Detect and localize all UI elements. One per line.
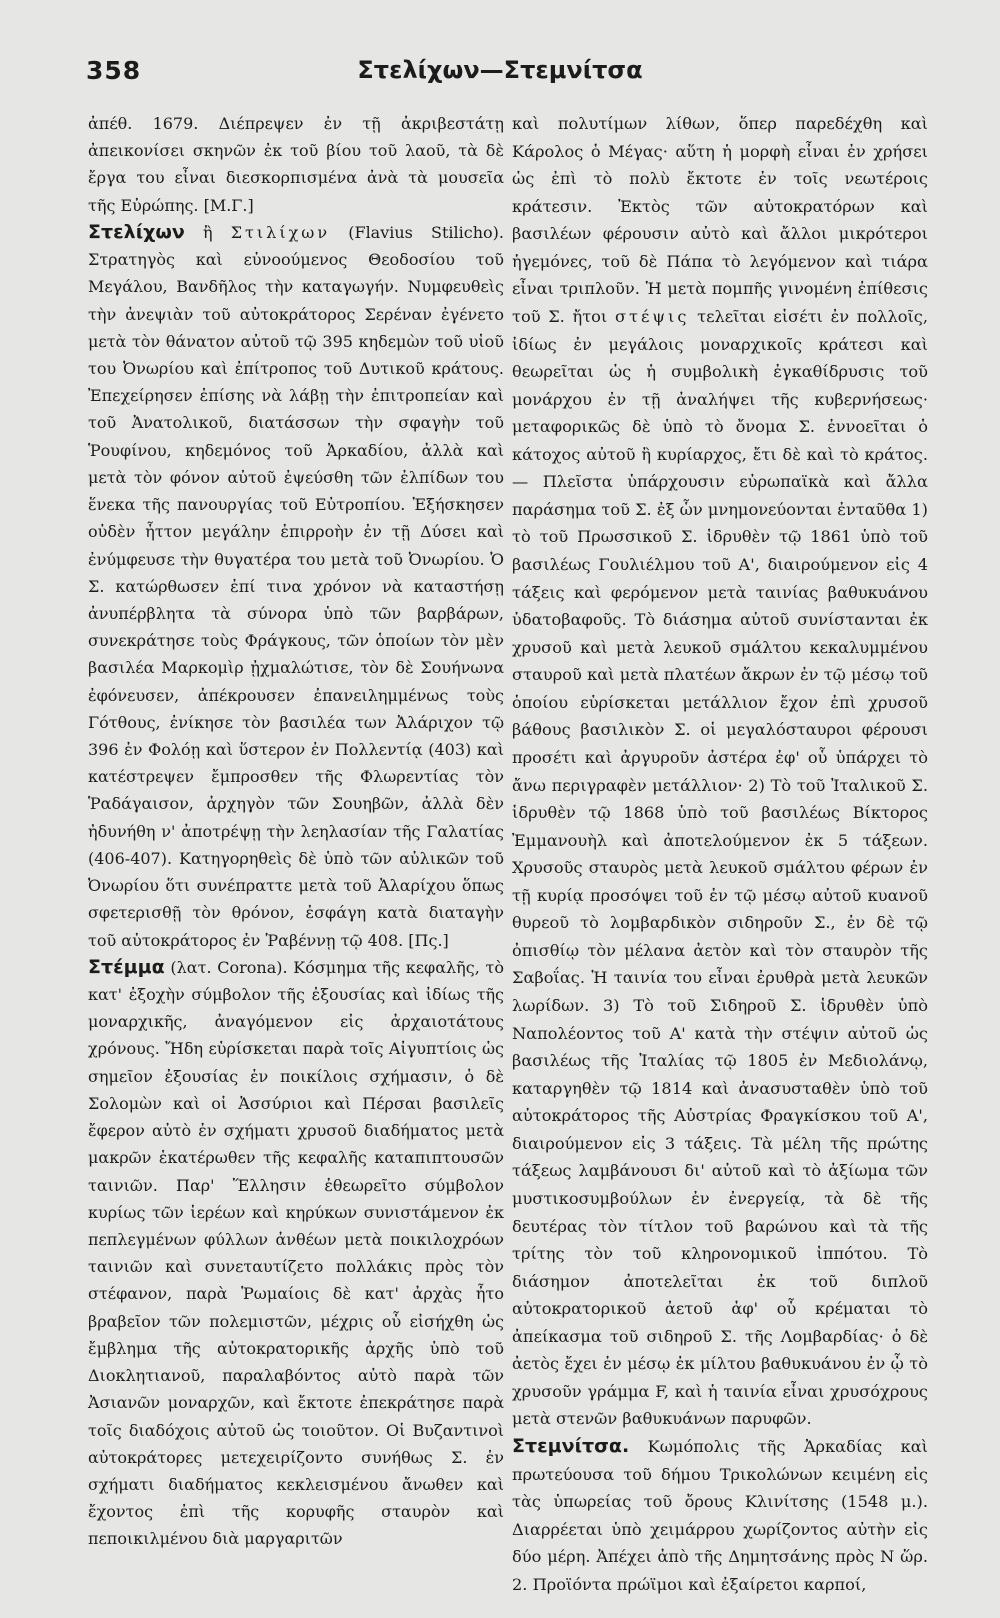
page-header — [86, 52, 914, 92]
entry-stemnitsa — [512, 1433, 928, 1598]
entry-stilicho-or: ἢ — [202, 222, 213, 242]
entry-stemma-body: (λατ. Corona). Κόσμημα τῆς κεφαλῆς, τὸ κατ' ἐξοχὴν σύμβολον τῆς ἐξουσίας καὶ ἰδίως τῆς μοναρχικῆς, ἀναγόμενον εἰς ἀρχαιοτάτους χρόνους. Ἤδη εὑρίσκεται παρὰ τοῖς Αἰγυπτίοις ὡς σημεῖον ἐξουσίας ἐν ποικίλοις σχήμασιν, ὁ δὲ Σολομὼν καὶ οἱ Ἀσσύριοι καὶ Πέρσαι βασιλεῖς ἔφερον αὐτὸ ἐν σχήματι χρυσοῦ διαδήματος μετὰ μακρῶν ἑκατέρωθεν τῆς κεφαλῆς καταπιπτουσῶν ταινιῶν. Παρ' Ἕλλησιν ἐθεωρεῖτο σύμβολον κυρίως τῶν ἱερέων καὶ κηρύκων συνιστάμενον ἐκ πεπλεγμένων φύλλων ἀνθέων μετὰ ποικιλοχρόων ταινιῶν καὶ συνεταυτίζετο πολλάκις πρὸς τὸν στέφανον, παρὰ Ῥωμαίοις δὲ κατ' ἀρχὰς ἦτο βραβεῖον τῶν πολεμιστῶν, μέχρις οὗ εἰσήχθη ὡς ἔμβλημα τῆς αὐτοκρατορικῆς ἀρχῆς ὑπὸ τοῦ Διοκλητιανοῦ, παραλαβόντος αὐτὸ παρὰ τῶν Ἀσιανῶν μοναρχῶν, καὶ ἔκτοτε ἐπεκράτησε παρὰ τοῖς διαδόχοις αὐτοῦ ὡς τοιοῦτον. Οἱ Βυζαντινοὶ αὐτοκράτορες μετεχειρίζοντο συνήθως Σ. ἐν σχήματι διαδήματος κεκλεισμένου ἄνωθεν καὶ ἔχοντος ἐπὶ τῆς κορυφῆς σταυρὸν καὶ πεποικιλμένου διὰ μαργαριτῶν — [88, 957, 504, 1549]
entry-stemnitsa-body: Κωμόπολις τῆς Ἀρκαδίας καὶ πρωτεύουσα τοῦ δήμου Τρικολώνων κειμένη εἰς τὰς ὑπωρείας τοῦ ὄρους Κλινίτσης (1548 μ.). Διαρρέεται ὑπὸ χειμάρρου χωρίζοντος αὐτὴν εἰς δύο μέρη. Ἀπέχει ἀπὸ τῆς Δημητσάνης πρὸς Ν ὥρ. 2. Προϊόντα πρώϊμοι καὶ ἐξαίρετοι καρποί, — [512, 1437, 928, 1594]
left-column — [88, 110, 504, 1553]
entry-stemma-continued — [512, 110, 928, 1433]
entry-stilicho — [88, 219, 504, 954]
lemma-stilicho: Στελίχων — [88, 220, 185, 243]
entry-stilicho-variant: Στιλίχων — [230, 222, 331, 242]
lemma-stemnitsa: Στεμνίτσα. — [512, 1435, 630, 1457]
running-head: Στελίχων—Στεμνίτσα — [357, 56, 643, 84]
lemma-stemma: Στέμμα — [88, 955, 165, 978]
entry-stemma-cont-b: τελεῖται εἰσέτι ἐν πολλοῖς, ἰδίως ἐν μεγάλοις μοναρχικοῖς κράτεσι καὶ θεωρεῖται ὡς ἡ συμβολικὴ ἐγκαθίδρυσις τοῦ μονάρχου ἐν τῇ ἀναλήψει τῆς κυβερνήσεως· μεταφορικῶς δὲ ὑπὸ τὸ ὄνομα Σ. ἐννοεῖται ὁ κάτοχος αὐτοῦ ἢ κυρίαρχος, ἔτι δὲ καὶ τὸ κράτος. — Πλεῖστα ὑπάρχουσιν εὐρωπαϊκὰ καὶ ἄλλα παράσημα τοῦ Σ. ἐξ ὧν μνημονεύονται ἐνταῦθα 1) τὸ τοῦ Πρωσσικοῦ Σ. ἱδρυθὲν τῷ 1861 ὑπὸ τοῦ βασιλέως Γουλιέλμου τοῦ Α', διαιρούμενον εἰς 4 τάξεις καὶ φερόμενον μετὰ ταινίας βαθυκυάνου ὑδατοβαφοῦς. Τὸ διάσημα αὐτοῦ συνίστανται ἐκ χρυσοῦ καὶ μετὰ λευκοῦ σμάλτου κεκαλυμμένου σταυροῦ καὶ μετὰ πλατέων ἄκρων ἐν τῷ μέσῳ τοῦ ὁποίου εὑρίσκεται μετάλλιον ἔχον ἐπὶ χρυσοῦ βάθους βασιλικὸν Σ. οἱ μεγαλόσταυροι φέρουσι προσέτι καὶ ἀργυροῦν ἀστέρα ἐφ' οὗ ὑπάρχει τὸ ἄνω περιγραφὲν μετάλλιον· 2) Τὸ τοῦ Ἰταλικοῦ Σ. ἱδρυθὲν τῷ 1868 ὑπὸ τοῦ βασιλέως Βίκτορος Ἐμμανουὴλ καὶ ἀποτελούμενον ἐκ 5 τάξεων. Χρυσοῦς σταυρὸς μετὰ λευκοῦ σμάλτου φέρων ἐν τῇ κυρίᾳ προσόψει τοῦ ἐν τῷ μέσῳ αὐτοῦ κυανοῦ θυρεοῦ τὸ λομβαρδικὸν σιδηροῦν Σ., ἐν δὲ τῷ ὀπισθίῳ τὸν μέλανα ἀετὸν καὶ τὸν σταυρὸν τῆς Σαβοΐας. Ἡ ταινία του εἶναι ἐρυθρὰ μετὰ λευκῶν λωρίδων. 3) Τὸ τοῦ Σιδηροῦ Σ. ἱδρυθὲν ὑπὸ Ναπολέοντος τοῦ Α' κατὰ τὴν στέψιν αὐτοῦ ὡς βασιλέως τῆς Ἰταλίας τῷ 1805 ἐν Μεδιολάνῳ, καταργηθὲν τῷ 1814 καὶ ἀνασυσταθὲν ὑπὸ τοῦ αὐτοκράτορος τῆς Αὐστρίας Φραγκίσκου τοῦ Α', διαιρούμενον εἰς 3 τάξεις. Τὰ μέλη τῆς πρώτης τάξεως λαμβάνουσι δι' αὐτοῦ καὶ τὸ ἀξίωμα τῶν μυστικοσυμβούλων ἐν ἐνεργείᾳ, τὰ δὲ τῆς δευτέρας τὸν τίτλον τοῦ βαρώνου καὶ τὰ τῆς τρίτης τὸν τοῦ κληρονομικοῦ ἱππότου. Τὸ διάσημον ἀποτελεῖται ἐκ τοῦ διπλοῦ αὐτοκρατορικοῦ ἀετοῦ ἀφ' οὗ κρέμαται τὸ ἀπείκασμα τοῦ σιδηροῦ Σ. τῆς Λομβαρδίας· ὁ δὲ ἀετὸς ἔχει ἐν μέσῳ ἐκ μίλτου βαθυκυάνου ἐν ᾧ τὸ χρυσοῦν γράμμα F, καὶ ἡ ταινία εἶναι χρυσόχρους μετὰ στενῶν βαθυκυάνων παρυφῶν. — [512, 306, 929, 1429]
entry-stilicho-body: (Flavius Stilicho). Στρατηγὸς καὶ εὐνοούμενος Θεοδοσίου τοῦ Μεγάλου, Βανδῆλος τὴν καταγωγήν. Νυμφευθεὶς τὴν ἀνεψιὰν τοῦ αὐτοκράτορος Σερέναν ἐγένετο μετὰ τὸν θάνατον αὐτοῦ τῷ 395 κηδεμὼν τοῦ υἱοῦ του Ὀνωρίου καὶ ἐπίτροπος τοῦ Δυτικοῦ κράτους. Ἐπεχείρησεν ἐπίσης νὰ λάβῃ τὴν ἐπιτροπείαν καὶ τοῦ Ἀνατολικοῦ, διατάσσων τὴν σφαγὴν τοῦ Ῥουφίνου, κηδεμόνος τοῦ Ἀρκαδίου, ἀλλὰ καὶ μετὰ τὸν φόνον αὐτοῦ ἐψεύσθη τῶν ἐλπίδων του ἕνεκα τῆς πανουργίας τοῦ Εὐτροπίου. Ἐξήσκησεν οὐδὲν ἧττον μεγάλην ἐπιρροὴν ἐν τῇ Δύσει καὶ ἐνύμφευσε τὴν θυγατέρα του μετὰ τοῦ Ὀνωρίου. Ὁ Σ. κατώρθωσεν ἐπί τινα χρόνον νὰ καταστήσῃ ἀνυπέρβλητα τὰ σύνορα ὑπὸ τῶν βαρβάρων, συνεκράτησε τοὺς Φράγκους, τῶν ὁποίων τὸν μὲν βασιλέα Μαρκομὶρ ᾐχμαλώτισε, τὸν δὲ Σουήνωνα ἐφόνευσεν, ἀπέκρουσεν ἐπανειλημμένως τοὺς Γότθους, ἐνίκησε τὸν βασιλέα των Ἀλάριχον τῷ 396 ἐν Φολόῃ καὶ ὕστερον ἐν Πολλεντίᾳ (403) καὶ κατέστρεψεν ἔμπροσθεν τῆς Φλωρεντίας τὸν Ῥαδάγαισον, ἀρχηγὸν τῶν Σουηβῶν, ἀλλὰ δὲν ἠδυνήθη ν' ἀποτρέψῃ τὴν λεηλασίαν τῆς Γαλατίας (406-407). Κατηγορηθεὶς δὲ ὑπὸ τῶν αὐλικῶν τοῦ Ὀνωρίου ὅτι συνέπραττε μετὰ τοῦ Ἀλαρίχου ὅπως σφετερισθῇ τὸν θρόνον, ἐσφάγη κατὰ διαταγὴν τοῦ αὐτοκράτορος ἐν Ῥαβέννῃ τῷ 408. [Πς.] — [88, 222, 505, 950]
page-number: 358 — [86, 56, 142, 85]
entry-continuation: ἀπέθ. 1679. Διέπρεψεν ἐν τῇ ἀκριβεστάτῃ ἀπεικονίσει σκηνῶν ἐκ τοῦ βίου τοῦ λαοῦ, τὰ δὲ ἔργα του εἶναι διεσκορπισμένα ἀνὰ τὰ μουσεῖα τῆς Εὐρώπης. [Μ.Γ.] — [88, 114, 504, 215]
entry-stemma-stepsis: στέψις — [614, 306, 690, 326]
entry-stemma-cont-a: καὶ πολυτίμων λίθων, ὅπερ παρεδέχθη καὶ Κάρολος ὁ Μέγας· αὕτη ἡ μορφὴ εἶναι ἐν χρήσει ὡς ἐπὶ τὸ πολὺ ἔκτοτε ἐν τοῖς νεωτέροις κράτεσιν. Ἐκτὸς τῶν αὐτοκρατόρων καὶ βασιλέων φέρουσιν αὐτὸ καὶ ἄλλοι μικρότεροι ἡγεμόνες, τοῦ δὲ Πάπα τὸ λεγόμενον καὶ τιάρα εἶναι τριπλοῦν. Ἡ μετὰ πομπῆς γινομένη ἐπίθεσις τοῦ Σ. ἤτοι — [512, 114, 928, 326]
right-column — [512, 110, 928, 1598]
entry-stemma — [88, 954, 504, 1553]
